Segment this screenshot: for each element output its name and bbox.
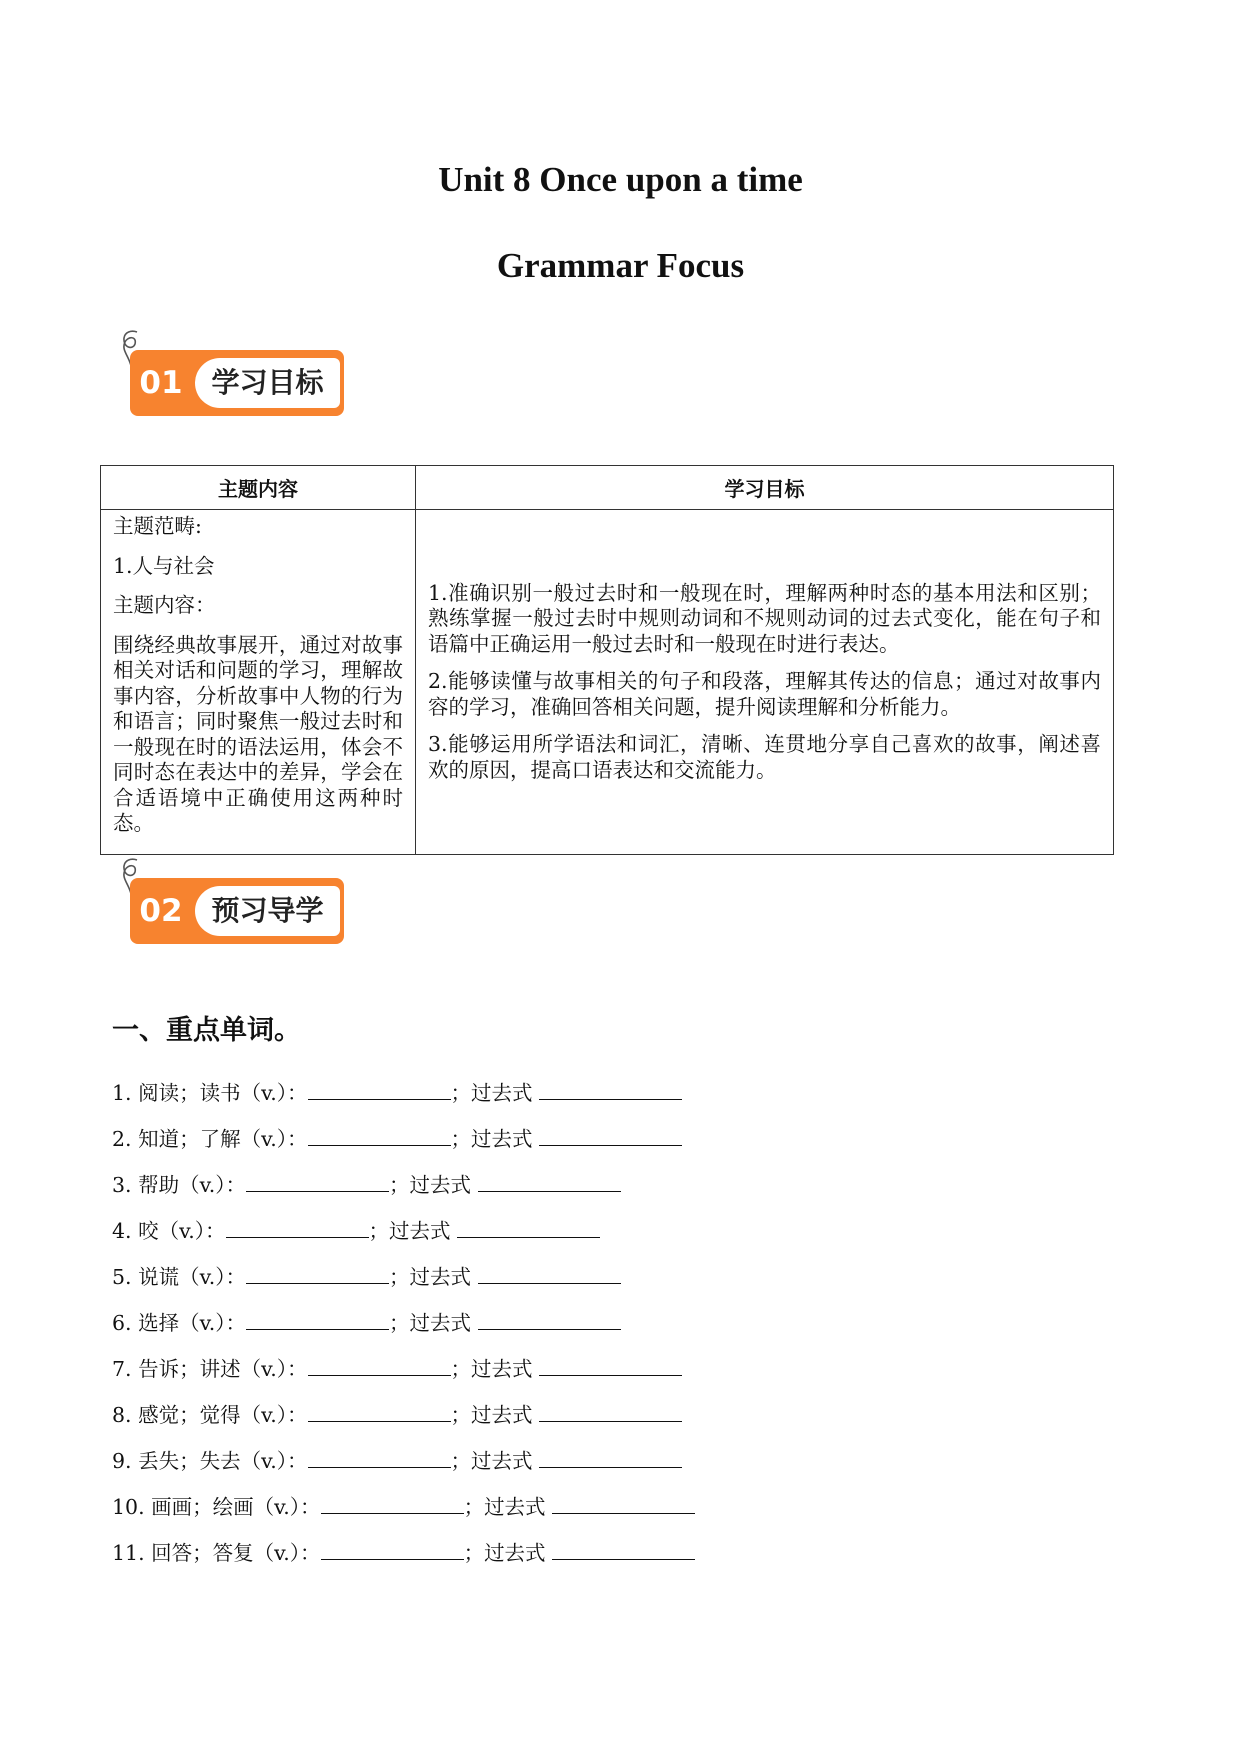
section-heading-vocab: 一、重点单词。 <box>112 1015 301 1046</box>
vocab-number: 2. <box>112 1127 132 1151</box>
table-header-goals: 学习目标 <box>416 466 1114 510</box>
past-tense-blank[interactable] <box>539 1401 682 1422</box>
answer-blank[interactable] <box>308 1401 451 1422</box>
vocab-meaning: 丢失；失去（v.）： <box>138 1449 308 1473</box>
vocab-item <box>112 1398 695 1444</box>
answer-blank[interactable] <box>246 1171 389 1192</box>
past-tense-blank[interactable] <box>478 1171 621 1192</box>
past-tense-label: 过去式 <box>409 1173 472 1197</box>
past-tense-blank[interactable] <box>539 1447 682 1468</box>
past-tense-label: 过去式 <box>389 1219 451 1243</box>
vocab-meaning: 回答；答复（v.）： <box>151 1541 321 1565</box>
page-subtitle: Grammar Focus <box>496 246 745 285</box>
section-badge-goals <box>117 328 357 418</box>
vocab-item <box>112 1352 695 1398</box>
vocab-number: 9. <box>112 1449 132 1473</box>
topic-category-value: 1.人与社会 <box>113 553 215 578</box>
vocab-number: 1. <box>112 1081 132 1105</box>
objectives-cell <box>416 510 1114 855</box>
separator: ； <box>450 1081 472 1105</box>
vocab-item <box>112 1260 695 1306</box>
topic-cell <box>101 510 416 855</box>
separator: ； <box>368 1219 390 1243</box>
vocab-number: 11. <box>112 1541 145 1565</box>
past-tense-label: 过去式 <box>471 1357 533 1381</box>
answer-blank[interactable] <box>246 1309 389 1330</box>
vocab-meaning: 知道；了解（v.）： <box>138 1127 308 1151</box>
topic-content-label: 主题内容： <box>113 593 216 617</box>
vocab-list <box>112 1076 695 1582</box>
badge-label: 预习导学 <box>195 886 340 936</box>
past-tense-label: 过去式 <box>409 1265 472 1289</box>
past-tense-blank[interactable] <box>539 1355 682 1376</box>
vocab-item <box>112 1444 695 1490</box>
separator: ； <box>463 1541 485 1565</box>
vocab-item <box>112 1076 695 1122</box>
vocab-meaning: 阅读；读书（v.）： <box>138 1081 308 1105</box>
past-tense-blank[interactable] <box>478 1263 621 1284</box>
vocab-meaning: 咬（v.）： <box>138 1219 226 1243</box>
past-tense-label: 过去式 <box>484 1541 546 1565</box>
objective-item: 2.能够读懂与故事相关的句子和段落，理解其传达的信息；通过对故事内容的学习，准确回答相关问题，提升阅读理解和分析能力。 <box>428 669 1101 719</box>
vocab-item <box>112 1214 695 1260</box>
vocab-meaning: 帮助（v.）： <box>138 1173 247 1197</box>
badge-number: 01 <box>139 365 183 401</box>
past-tense-label: 过去式 <box>471 1403 533 1427</box>
badge-label: 学习目标 <box>195 358 340 408</box>
objective-item: 3.能够运用所学语法和词汇，清晰、连贯地分享自己喜欢的故事，阐述喜欢的原因，提高口语表达和交流能力。 <box>428 732 1101 782</box>
separator: ； <box>450 1127 472 1151</box>
vocab-item <box>112 1306 695 1352</box>
past-tense-blank[interactable] <box>539 1125 682 1146</box>
answer-blank[interactable] <box>308 1355 451 1376</box>
vocab-number: 3. <box>112 1173 132 1197</box>
separator: ； <box>450 1357 472 1381</box>
answer-blank[interactable] <box>321 1493 464 1514</box>
section-badge-preview <box>117 856 357 946</box>
answer-blank[interactable] <box>321 1539 464 1560</box>
vocab-item <box>112 1168 695 1214</box>
separator: ； <box>450 1403 472 1427</box>
past-tense-blank[interactable] <box>552 1493 695 1514</box>
past-tense-blank[interactable] <box>457 1217 600 1238</box>
vocab-number: 6. <box>112 1311 132 1335</box>
vocab-number: 4. <box>112 1219 132 1243</box>
topic-content-text: 围绕经典故事展开，通过对故事相关对话和问题的学习，理解故事内容，分析故事中人物的行为和语言；同时聚焦一般过去时和一般现在时的语法运用，体会不同时态在表达中的差异，学会在合适语境中正确使用这两种时态。 <box>113 632 403 835</box>
badge-number: 02 <box>139 893 183 929</box>
answer-blank[interactable] <box>246 1263 389 1284</box>
past-tense-label: 过去式 <box>409 1311 472 1335</box>
past-tense-label: 过去式 <box>471 1127 533 1151</box>
objective-item: 1.准确识别一般过去时和一般现在时，理解两种时态的基本用法和区别；熟练掌握一般过去时中规则动词和不规则动词的过去式变化，能在句子和语篇中正确运用一般过去时和一般现在时进行表达。 <box>428 580 1101 656</box>
vocab-meaning: 告诉；讲述（v.）： <box>138 1357 308 1381</box>
vocab-item <box>112 1490 695 1536</box>
separator: ； <box>389 1173 410 1197</box>
vocab-number: 5. <box>112 1265 132 1289</box>
vocab-meaning: 画画；绘画（v.）： <box>151 1495 321 1519</box>
vocab-meaning: 选择（v.）： <box>138 1311 247 1335</box>
topic-category-label: 主题范畴: <box>113 514 202 538</box>
page-title: Unit 8 Once upon a time <box>438 160 803 199</box>
separator: ； <box>463 1495 485 1519</box>
past-tense-blank[interactable] <box>552 1539 695 1560</box>
past-tense-label: 过去式 <box>484 1495 546 1519</box>
vocab-number: 8. <box>112 1403 132 1427</box>
past-tense-label: 过去式 <box>471 1449 533 1473</box>
separator: ； <box>389 1265 410 1289</box>
answer-blank[interactable] <box>226 1217 369 1238</box>
past-tense-label: 过去式 <box>471 1081 533 1105</box>
vocab-item <box>112 1122 695 1168</box>
answer-blank[interactable] <box>308 1447 451 1468</box>
vocab-number: 7. <box>112 1357 132 1381</box>
answer-blank[interactable] <box>308 1079 451 1100</box>
separator: ； <box>450 1449 472 1473</box>
vocab-meaning: 说谎（v.）： <box>138 1265 247 1289</box>
goals-table <box>100 465 1114 855</box>
vocab-item <box>112 1536 695 1582</box>
past-tense-blank[interactable] <box>478 1309 621 1330</box>
table-header-topic: 主题内容 <box>101 466 416 510</box>
separator: ； <box>389 1311 410 1335</box>
answer-blank[interactable] <box>308 1125 451 1146</box>
past-tense-blank[interactable] <box>539 1079 682 1100</box>
vocab-number: 10. <box>112 1495 145 1519</box>
vocab-meaning: 感觉；觉得（v.）： <box>138 1403 308 1427</box>
